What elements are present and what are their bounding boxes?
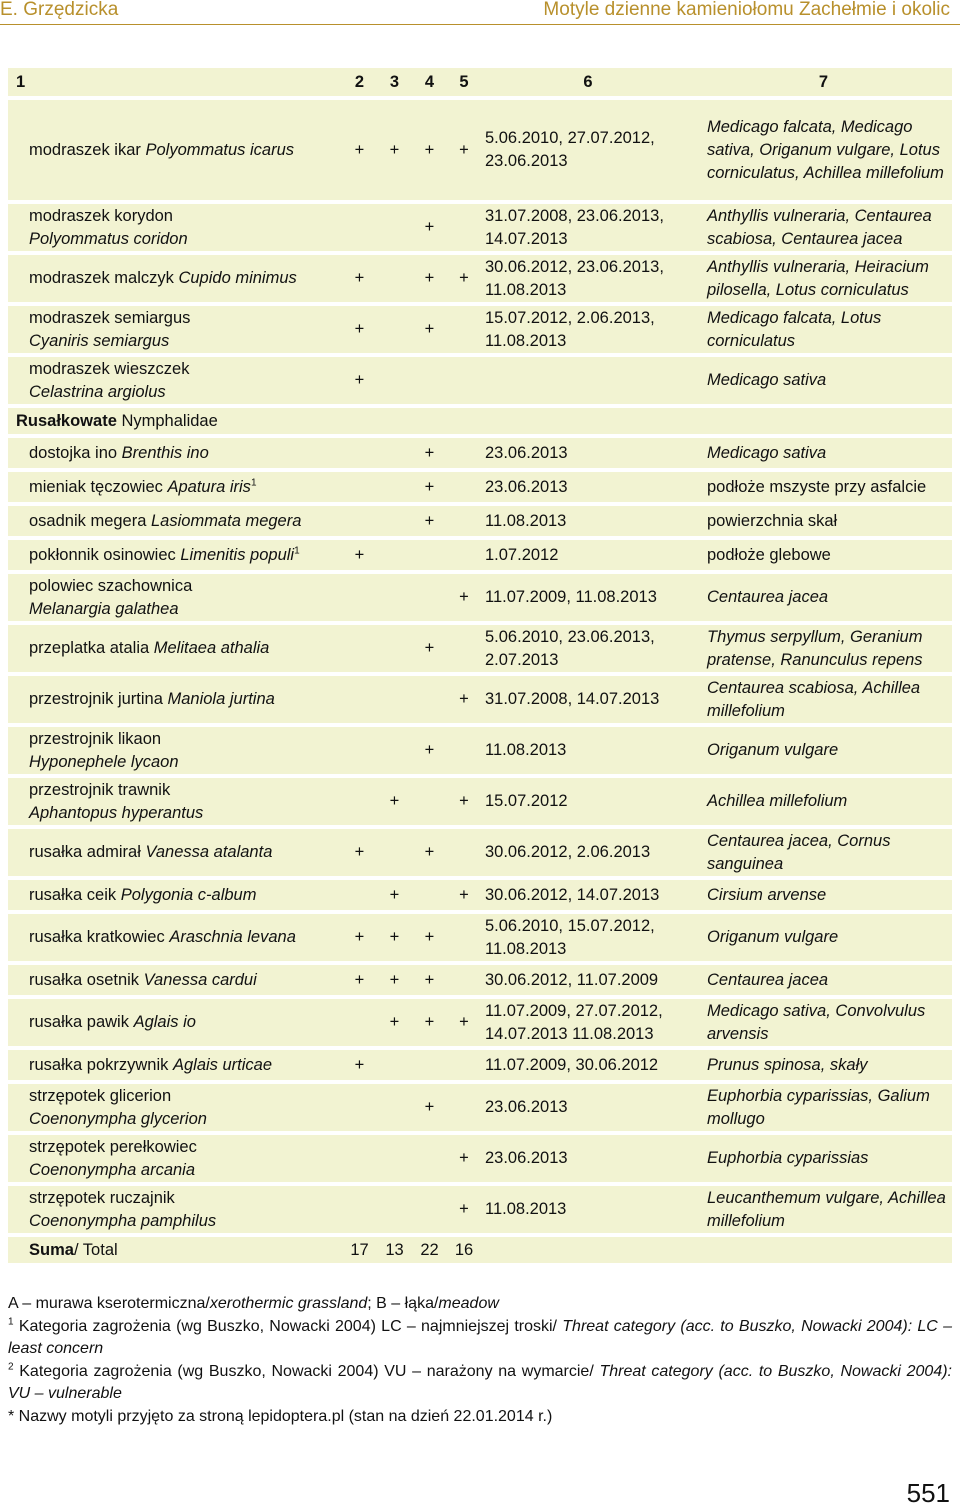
species-name — [8, 506, 342, 536]
presence-mark-col5: + — [447, 999, 481, 1046]
species-name — [8, 438, 342, 468]
species-name — [8, 914, 342, 961]
species-latin-name: Polyommatus icarus — [145, 140, 295, 159]
col-header-7: 7 — [695, 68, 952, 96]
presence-mark-col2: + — [342, 357, 377, 404]
table-row — [8, 965, 952, 995]
presence-mark-col2: + — [342, 255, 377, 302]
presence-mark-col5 — [447, 506, 481, 536]
page-header — [0, 0, 960, 26]
presence-mark-col3 — [377, 438, 412, 468]
table-row — [8, 1050, 952, 1080]
species-name — [8, 574, 342, 621]
observation-dates: 23.06.2013 — [481, 472, 695, 502]
species-name — [8, 727, 342, 774]
presence-mark-col5 — [447, 1084, 481, 1131]
table-row — [8, 829, 952, 876]
species-name — [8, 880, 342, 910]
observation-dates: 30.06.2012, 14.07.2013 — [481, 880, 695, 910]
presence-mark-col4: + — [412, 965, 447, 995]
observation-dates: 30.06.2012, 11.07.2009 — [481, 965, 695, 995]
food-plants: Medicago falcata, Medicago sativa, Origanum vulgare, Lotus corniculatus, Achillea millefolium — [695, 100, 952, 200]
food-plants: Medicago sativa, Convolvulus arvensis — [695, 999, 952, 1046]
presence-mark-col4: + — [412, 472, 447, 502]
family-name-latin: Nymphalidae — [116, 411, 218, 430]
species-common-name: przestrojnik jurtina — [29, 690, 163, 708]
table-row — [8, 999, 952, 1046]
table-row — [8, 778, 952, 825]
food-plants: Thymus serpyllum, Geranium pratense, Ranunculus repens — [695, 625, 952, 672]
observation-dates: 1.07.2012 — [481, 540, 695, 570]
table-header-row — [8, 68, 952, 96]
presence-mark-col2 — [342, 1186, 377, 1233]
species-common-name: strzępotek perełkowiec — [29, 1137, 197, 1156]
presence-mark-col2 — [342, 880, 377, 910]
presence-mark-col2 — [342, 1135, 377, 1182]
observation-dates: 5.06.2010, 15.07.2012, 11.08.2013 — [481, 914, 695, 961]
presence-mark-col4: + — [412, 438, 447, 468]
observation-dates: 31.07.2008, 23.06.2013, 14.07.2013 — [481, 204, 695, 251]
species-latin-name: Maniola jurtina — [167, 690, 275, 708]
presence-mark-col5 — [447, 727, 481, 774]
presence-mark-col4 — [412, 676, 447, 723]
col-header-6: 6 — [481, 68, 695, 96]
col-header-2: 2 — [342, 68, 377, 96]
presence-mark-col5: + — [447, 1135, 481, 1182]
col-header-3: 3 — [377, 68, 412, 96]
food-plants: powierzchnia skał — [695, 506, 952, 536]
presence-mark-col3 — [377, 1135, 412, 1182]
presence-mark-col4: + — [412, 914, 447, 961]
presence-mark-col5 — [447, 306, 481, 353]
species-name — [8, 472, 342, 502]
presence-mark-col3 — [377, 829, 412, 876]
table-row — [8, 727, 952, 774]
footnote-ref: 1 — [294, 545, 300, 556]
presence-mark-col4: + — [412, 999, 447, 1046]
food-plants: Centaurea scabiosa, Achillea millefolium — [695, 676, 952, 723]
table-row — [8, 438, 952, 468]
presence-mark-col3 — [377, 1050, 412, 1080]
species-common-name: rusałka kratkowiec — [29, 928, 165, 946]
presence-mark-col2: + — [342, 540, 377, 570]
empty-cell — [695, 1237, 952, 1263]
presence-mark-col5 — [447, 204, 481, 251]
species-common-name: mieniak tęczowiec — [29, 477, 163, 496]
presence-mark-col4 — [412, 1135, 447, 1182]
col-header-5: 5 — [447, 68, 481, 96]
col-header-4: 4 — [412, 68, 447, 96]
total-count: 22 — [412, 1237, 447, 1263]
species-common-name: dostojka ino — [29, 443, 118, 462]
total-count: 17 — [342, 1237, 377, 1263]
species-latin-name: Vanessa cardui — [143, 970, 257, 989]
footnote-3 — [8, 1361, 952, 1406]
presence-mark-col2 — [342, 999, 377, 1046]
presence-mark-col2 — [342, 625, 377, 672]
species-name — [8, 829, 342, 876]
species-name — [8, 255, 342, 302]
footnote-text: xerothermic grassland — [209, 1295, 368, 1312]
species-common-name: modraszek wieszczek — [29, 359, 190, 378]
presence-mark-col4: + — [412, 1084, 447, 1131]
species-table — [8, 64, 952, 1267]
species-common-name: pokłonnik osinowiec — [29, 545, 176, 564]
presence-mark-col4: + — [412, 255, 447, 302]
species-common-name: modraszek malczyk — [29, 269, 174, 287]
presence-mark-col5 — [447, 965, 481, 995]
food-plants: Centaurea jacea — [695, 574, 952, 621]
presence-mark-col3 — [377, 472, 412, 502]
observation-dates: 11.07.2009, 11.08.2013 — [481, 574, 695, 621]
presence-mark-col4 — [412, 880, 447, 910]
presence-mark-col3 — [377, 306, 412, 353]
presence-mark-col2: + — [342, 829, 377, 876]
species-latin-name: Cupido minimus — [178, 269, 297, 287]
observation-dates: 31.07.2008, 14.07.2013 — [481, 676, 695, 723]
species-common-name: rusałka ceik — [29, 885, 117, 904]
footnote-text: A – murawa kserotermiczna/ — [8, 1295, 210, 1312]
species-latin-name: Melitaea athalia — [153, 639, 270, 657]
presence-mark-col5: + — [447, 676, 481, 723]
page-number: 551 — [906, 1478, 950, 1508]
presence-mark-col2 — [342, 676, 377, 723]
observation-dates: 23.06.2013 — [481, 1084, 695, 1131]
table-row — [8, 625, 952, 672]
table-row — [8, 255, 952, 302]
presence-mark-col2 — [342, 472, 377, 502]
species-latin-name: Celastrina argiolus — [29, 382, 166, 401]
presence-mark-col5 — [447, 829, 481, 876]
footnote-text: Kategoria zagrożenia (wg Buszko, Nowacki 2004) VU – narażony na wymarcie/ — [13, 1362, 600, 1380]
species-name — [8, 357, 342, 404]
species-common-name: modraszek korydon — [29, 206, 173, 225]
observation-dates: 11.07.2009, 27.07.2012, 14.07.2013 11.08.2013 — [481, 999, 695, 1046]
species-name — [8, 625, 342, 672]
observation-dates: 15.07.2012, 2.06.2013, 11.08.2013 — [481, 306, 695, 353]
food-plants: Prunus spinosa, skały — [695, 1050, 952, 1080]
species-latin-name: Coenonympha pamphilus — [29, 1211, 217, 1230]
food-plants: Euphorbia cyparissias — [695, 1135, 952, 1182]
species-common-name: modraszek semiargus — [29, 308, 191, 327]
presence-mark-col5: + — [447, 1186, 481, 1233]
footnote-text: ; B – łąka/ — [367, 1295, 439, 1312]
presence-mark-col4: + — [412, 100, 447, 200]
family-name-polish: Rusałkowate — [16, 411, 117, 430]
presence-mark-col4: + — [412, 306, 447, 353]
presence-mark-col2: + — [342, 100, 377, 200]
table-row — [8, 1135, 952, 1182]
observation-dates: 11.08.2013 — [481, 506, 695, 536]
food-plants: Origanum vulgare — [695, 914, 952, 961]
table-footnotes — [8, 1293, 952, 1428]
presence-mark-col2: + — [342, 306, 377, 353]
food-plants: Medicago sativa — [695, 357, 952, 404]
table-row — [8, 204, 952, 251]
food-plants: podłoże glebowe — [695, 540, 952, 570]
presence-mark-col3: + — [377, 100, 412, 200]
species-name — [8, 676, 342, 723]
food-plants: Anthyllis vulneraria, Centaurea scabiosa, Centaurea jacea — [695, 204, 952, 251]
species-latin-name: Polyommatus coridon — [29, 229, 188, 248]
food-plants: Medicago falcata, Lotus corniculatus — [695, 306, 952, 353]
presence-mark-col3 — [377, 727, 412, 774]
presence-mark-col4 — [412, 1186, 447, 1233]
presence-mark-col3 — [377, 506, 412, 536]
species-latin-name: Lasiommata megera — [151, 511, 302, 530]
table-row — [8, 540, 952, 570]
species-common-name: przeplatka atalia — [29, 639, 150, 657]
empty-cell — [481, 1237, 695, 1263]
observation-dates: 30.06.2012, 2.06.2013 — [481, 829, 695, 876]
presence-mark-col4: + — [412, 204, 447, 251]
species-latin-name: Aphantopus hyperantus — [29, 803, 204, 822]
species-latin-name: Hyponephele lycaon — [29, 752, 179, 771]
species-latin-name: Polygonia c-album — [120, 885, 257, 904]
species-name — [8, 778, 342, 825]
species-name — [8, 204, 342, 251]
presence-mark-col5: + — [447, 778, 481, 825]
presence-mark-col3: + — [377, 914, 412, 961]
presence-mark-col2 — [342, 727, 377, 774]
presence-mark-col3: + — [377, 999, 412, 1046]
presence-mark-col4: + — [412, 625, 447, 672]
table-row — [8, 357, 952, 404]
species-name — [8, 999, 342, 1046]
presence-mark-col4 — [412, 1050, 447, 1080]
species-common-name: strzępotek ruczajnik — [29, 1188, 175, 1207]
family-row — [8, 408, 952, 434]
header-author: E. Grzędzicka — [0, 0, 119, 20]
col-header-1: 1 — [8, 68, 342, 96]
observation-dates: 30.06.2012, 23.06.2013, 11.08.2013 — [481, 255, 695, 302]
presence-mark-col5 — [447, 438, 481, 468]
species-latin-name: Limenitis populi — [180, 545, 295, 564]
presence-mark-col4: + — [412, 506, 447, 536]
species-latin-name: Melanargia galathea — [29, 599, 179, 618]
presence-mark-col3 — [377, 204, 412, 251]
presence-mark-col2: + — [342, 914, 377, 961]
presence-mark-col3: + — [377, 778, 412, 825]
food-plants: podłoże mszyste przy asfalcie — [695, 472, 952, 502]
table-row — [8, 506, 952, 536]
presence-mark-col5 — [447, 1050, 481, 1080]
total-count: 16 — [447, 1237, 481, 1263]
presence-mark-col3: + — [377, 880, 412, 910]
presence-mark-col4 — [412, 540, 447, 570]
species-latin-name: Araschnia levana — [169, 928, 296, 946]
species-common-name: rusałka pawik — [29, 1013, 129, 1031]
presence-mark-col4 — [412, 357, 447, 404]
species-latin-name: Aglais io — [133, 1013, 196, 1031]
total-count: 13 — [377, 1237, 412, 1263]
species-common-name: rusałka admirał — [29, 843, 141, 861]
food-plants: Cirsium arvense — [695, 880, 952, 910]
food-plants: Leucanthemum vulgare, Achillea millefolium — [695, 1186, 952, 1233]
total-row — [8, 1237, 952, 1263]
family-cell — [8, 408, 952, 434]
observation-dates: 5.06.2010, 27.07.2012, 23.06.2013 — [481, 100, 695, 200]
species-latin-name: Cyaniris semiargus — [29, 331, 170, 350]
header-title: Motyle dzienne kamieniołomu Zachełmie i okolic — [543, 0, 950, 20]
food-plants: Euphorbia cyparissias, Galium mollugo — [695, 1084, 952, 1131]
total-label — [8, 1237, 342, 1263]
footnote-ref: 1 — [250, 477, 257, 488]
footnote-4 — [8, 1406, 952, 1429]
species-common-name: rusałka osetnik — [29, 970, 140, 989]
observation-dates: 11.07.2009, 30.06.2012 — [481, 1050, 695, 1080]
observation-dates: 23.06.2013 — [481, 438, 695, 468]
species-name — [8, 100, 342, 200]
presence-mark-col3: + — [377, 965, 412, 995]
table-row — [8, 880, 952, 910]
food-plants: Centaurea jacea — [695, 965, 952, 995]
footnote-text: 1 — [8, 1316, 14, 1328]
header-rule — [0, 24, 960, 25]
species-common-name: strzępotek glicerion — [29, 1086, 172, 1105]
food-plants: Origanum vulgare — [695, 727, 952, 774]
presence-mark-col5: + — [447, 255, 481, 302]
observation-dates: 23.06.2013 — [481, 1135, 695, 1182]
species-name — [8, 965, 342, 995]
presence-mark-col2 — [342, 438, 377, 468]
presence-mark-col5: + — [447, 880, 481, 910]
footnote-2 — [8, 1316, 952, 1361]
footnote-1 — [8, 1293, 952, 1316]
presence-mark-col5 — [447, 540, 481, 570]
species-common-name: modraszek ikar — [29, 140, 141, 159]
footnote-text: Threat category (acc. to Buszko, Nowacki 2004): VU – vulnerable — [8, 1362, 952, 1402]
species-name — [8, 306, 342, 353]
species-latin-name: Aglais urticae — [172, 1055, 273, 1074]
observation-dates: 11.08.2013 — [481, 727, 695, 774]
presence-mark-col4: + — [412, 829, 447, 876]
food-plants: Medicago sativa — [695, 438, 952, 468]
presence-mark-col2 — [342, 574, 377, 621]
species-name — [8, 1050, 342, 1080]
presence-mark-col3 — [377, 1084, 412, 1131]
food-plants: Centaurea jacea, Cornus sanguinea — [695, 829, 952, 876]
presence-mark-col3 — [377, 574, 412, 621]
table-row — [8, 306, 952, 353]
presence-mark-col2 — [342, 778, 377, 825]
presence-mark-col4: + — [412, 727, 447, 774]
table-row — [8, 574, 952, 621]
presence-mark-col5 — [447, 914, 481, 961]
species-name — [8, 540, 342, 570]
presence-mark-col2 — [342, 506, 377, 536]
table-row — [8, 914, 952, 961]
footnote-text: meadow — [438, 1295, 499, 1312]
species-common-name: przestrojnik likaon — [29, 729, 162, 748]
observation-dates — [481, 357, 695, 404]
presence-mark-col4 — [412, 574, 447, 621]
species-name — [8, 1186, 342, 1233]
species-name — [8, 1135, 342, 1182]
table-row — [8, 100, 952, 200]
presence-mark-col2 — [342, 204, 377, 251]
presence-mark-col5: + — [447, 100, 481, 200]
species-latin-name: Coenonympha glycerion — [29, 1109, 207, 1128]
footnote-text: * Nazwy motyli przyjęto za stroną lepidoptera.pl (stan na dzień 22.01.2014 r.) — [8, 1407, 553, 1425]
table-row — [8, 472, 952, 502]
presence-mark-col3 — [377, 540, 412, 570]
species-common-name: osadnik megera — [29, 511, 147, 530]
species-latin-name: Vanessa atalanta — [145, 843, 273, 861]
presence-mark-col5 — [447, 625, 481, 672]
table-row — [8, 1186, 952, 1233]
presence-mark-col5 — [447, 472, 481, 502]
table-row — [8, 1084, 952, 1131]
species-common-name: rusałka pokrzywnik — [29, 1055, 169, 1074]
presence-mark-col5: + — [447, 574, 481, 621]
presence-mark-col4 — [412, 778, 447, 825]
total-label-rest: / Total — [73, 1240, 118, 1259]
species-common-name: polowiec szachownica — [29, 576, 193, 595]
presence-mark-col2: + — [342, 1050, 377, 1080]
presence-mark-col3 — [377, 255, 412, 302]
food-plants: Achillea millefolium — [695, 778, 952, 825]
species-latin-name: Brenthis ino — [121, 443, 209, 462]
observation-dates: 11.08.2013 — [481, 1186, 695, 1233]
species-latin-name: Coenonympha arcania — [29, 1160, 196, 1179]
food-plants: Anthyllis vulneraria, Heiracium pilosella, Lotus corniculatus — [695, 255, 952, 302]
presence-mark-col2 — [342, 1084, 377, 1131]
footnote-text: 2 — [8, 1361, 14, 1373]
footnote-text: Threat category (acc. to Buszko, Nowacki 2004): LC – least concern — [8, 1317, 953, 1357]
observation-dates: 5.06.2010, 23.06.2013, 2.07.2013 — [481, 625, 695, 672]
presence-mark-col5 — [447, 357, 481, 404]
presence-mark-col3 — [377, 676, 412, 723]
total-label-bold: Suma — [29, 1240, 74, 1259]
table-row — [8, 676, 952, 723]
presence-mark-col3 — [377, 625, 412, 672]
presence-mark-col3 — [377, 357, 412, 404]
species-name — [8, 1084, 342, 1131]
observation-dates: 15.07.2012 — [481, 778, 695, 825]
footnote-text: Kategoria zagrożenia (wg Buszko, Nowacki 2004) LC – najmniejszej troski/ — [13, 1317, 563, 1335]
presence-mark-col3 — [377, 1186, 412, 1233]
species-common-name: przestrojnik trawnik — [29, 780, 171, 799]
presence-mark-col2: + — [342, 965, 377, 995]
species-latin-name: Apatura iris — [167, 477, 251, 496]
